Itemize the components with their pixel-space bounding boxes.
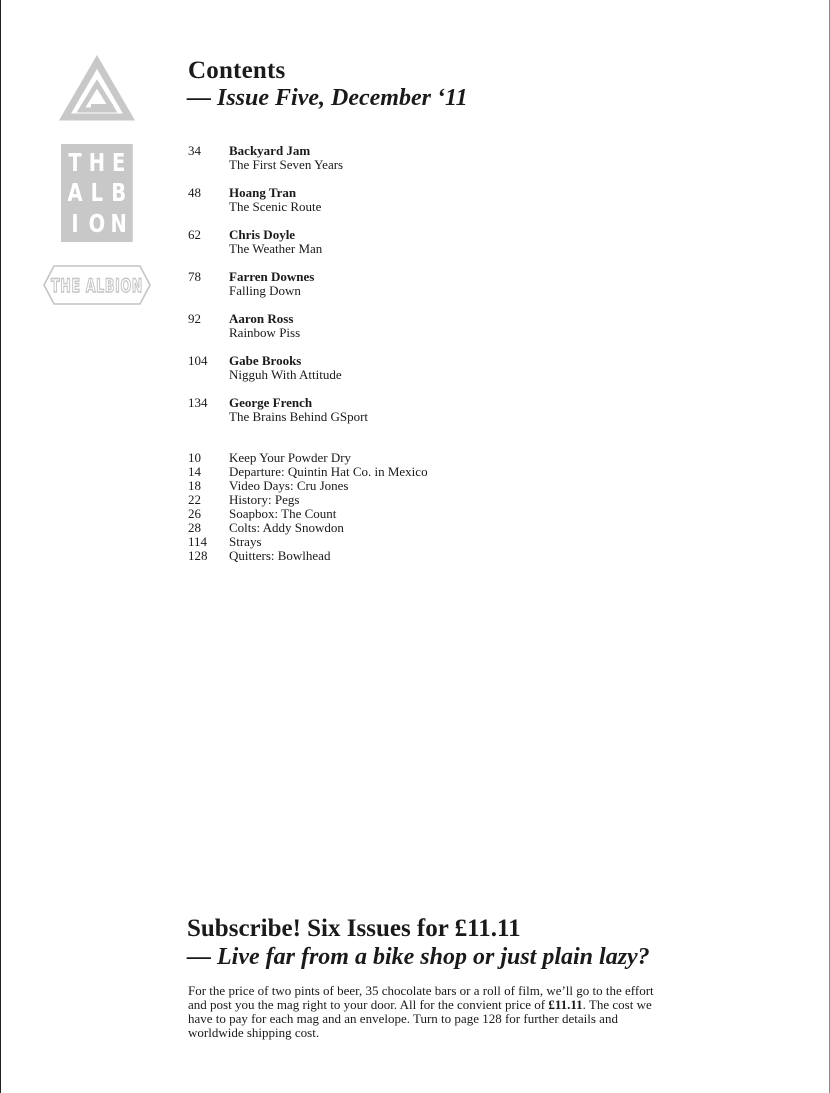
albion-triangle-logo-icon <box>63 60 131 120</box>
block-logo-letter: T <box>68 147 82 177</box>
subscribe-body-details: . The cost we have to pay for each mag and an envelope. Turn to page 128 for further details and worldwide shipping cost. <box>188 997 652 1040</box>
feature-item <box>188 311 588 353</box>
feature-page-number: 48 <box>188 185 201 200</box>
regular-title: Colts: Addy Snowdon <box>229 520 344 535</box>
page-edge-left <box>0 0 1 1093</box>
regular-page-number: 28 <box>188 520 201 535</box>
feature-title: Backyard Jam <box>229 143 311 158</box>
feature-subtitle: The Weather Man <box>229 241 323 256</box>
badge-logo-text: THE ALBION <box>51 275 143 297</box>
albion-badge-logo-icon <box>42 262 152 308</box>
feature-item <box>188 269 588 311</box>
feature-title: Aaron Ross <box>229 311 294 326</box>
contents-title: Contents <box>188 57 286 84</box>
regular-page-number: 22 <box>188 492 201 507</box>
regular-page-number: 14 <box>188 464 201 479</box>
regular-page-number: 18 <box>188 478 201 493</box>
feature-page-number: 62 <box>188 227 201 242</box>
subscribe-subtitle: — Live far from a bike shop or just plain lazy? <box>187 944 650 970</box>
feature-page-number: 78 <box>188 269 201 284</box>
feature-item <box>188 185 588 227</box>
feature-title: Hoang Tran <box>229 185 297 200</box>
regular-title: Keep Your Powder Dry <box>229 450 352 465</box>
regular-title: Soapbox: The Count <box>229 506 337 521</box>
regular-item <box>188 535 588 549</box>
subscribe-title: Subscribe! Six Issues for £11.11 <box>187 915 521 942</box>
regular-item <box>188 521 588 535</box>
block-logo-letter: O <box>88 209 106 239</box>
feature-list <box>188 143 588 437</box>
feature-title: Gabe Brooks <box>229 353 302 368</box>
regular-item <box>188 451 588 465</box>
block-logo-letter: H <box>88 147 106 177</box>
block-logo-letter: L <box>90 178 104 208</box>
feature-item <box>188 353 588 395</box>
feature-item <box>188 395 588 437</box>
regular-page-number: 10 <box>188 450 201 465</box>
feature-subtitle: Rainbow Piss <box>229 325 301 340</box>
feature-title: George French <box>229 395 313 410</box>
regular-title: Video Days: Cru Jones <box>229 478 349 493</box>
regular-title: History: Pegs <box>229 492 300 507</box>
feature-item <box>188 227 588 269</box>
block-logo-letter: I <box>71 209 79 239</box>
albion-block-logo <box>61 144 133 242</box>
block-logo-letter: A <box>67 178 83 208</box>
feature-page-number: 134 <box>188 395 208 410</box>
regular-title: Departure: Quintin Hat Co. in Mexico <box>229 464 428 479</box>
contents-subtitle: — Issue Five, December ‘11 <box>187 85 468 111</box>
feature-title: Chris Doyle <box>229 227 296 242</box>
block-logo-letter: N <box>110 209 127 239</box>
regular-page-number: 26 <box>188 506 201 521</box>
regular-item <box>188 465 588 479</box>
feature-page-number: 34 <box>188 143 201 158</box>
regular-item <box>188 507 588 521</box>
subscribe-body <box>188 984 658 1040</box>
regular-title: Quitters: Bowlhead <box>229 548 331 563</box>
feature-subtitle: The Brains Behind GSport <box>229 409 369 424</box>
regular-page-number: 128 <box>188 548 208 563</box>
feature-page-number: 92 <box>188 311 201 326</box>
feature-subtitle: The Scenic Route <box>229 199 322 214</box>
regular-title: Strays <box>229 534 262 549</box>
regular-item <box>188 549 588 563</box>
feature-subtitle: Falling Down <box>229 283 301 298</box>
regular-item <box>188 493 588 507</box>
regular-item <box>188 479 588 493</box>
subscribe-price: £11.11 <box>548 997 583 1012</box>
feature-item <box>188 143 588 185</box>
feature-subtitle: The First Seven Years <box>229 157 344 172</box>
subscribe-body-intro: For the price of two pints of beer, 35 chocolate bars or a roll of film, we’ll go to the effort and post you the mag right to your door. All for the convient price of <box>188 983 654 1012</box>
block-logo-letter: B <box>111 178 127 208</box>
feature-subtitle: Nigguh With Attitude <box>229 367 342 382</box>
feature-title: Farren Downes <box>229 269 315 284</box>
regulars-list <box>188 451 588 563</box>
block-logo-letter: E <box>112 147 126 177</box>
feature-page-number: 104 <box>188 353 208 368</box>
regular-page-number: 114 <box>188 534 208 549</box>
